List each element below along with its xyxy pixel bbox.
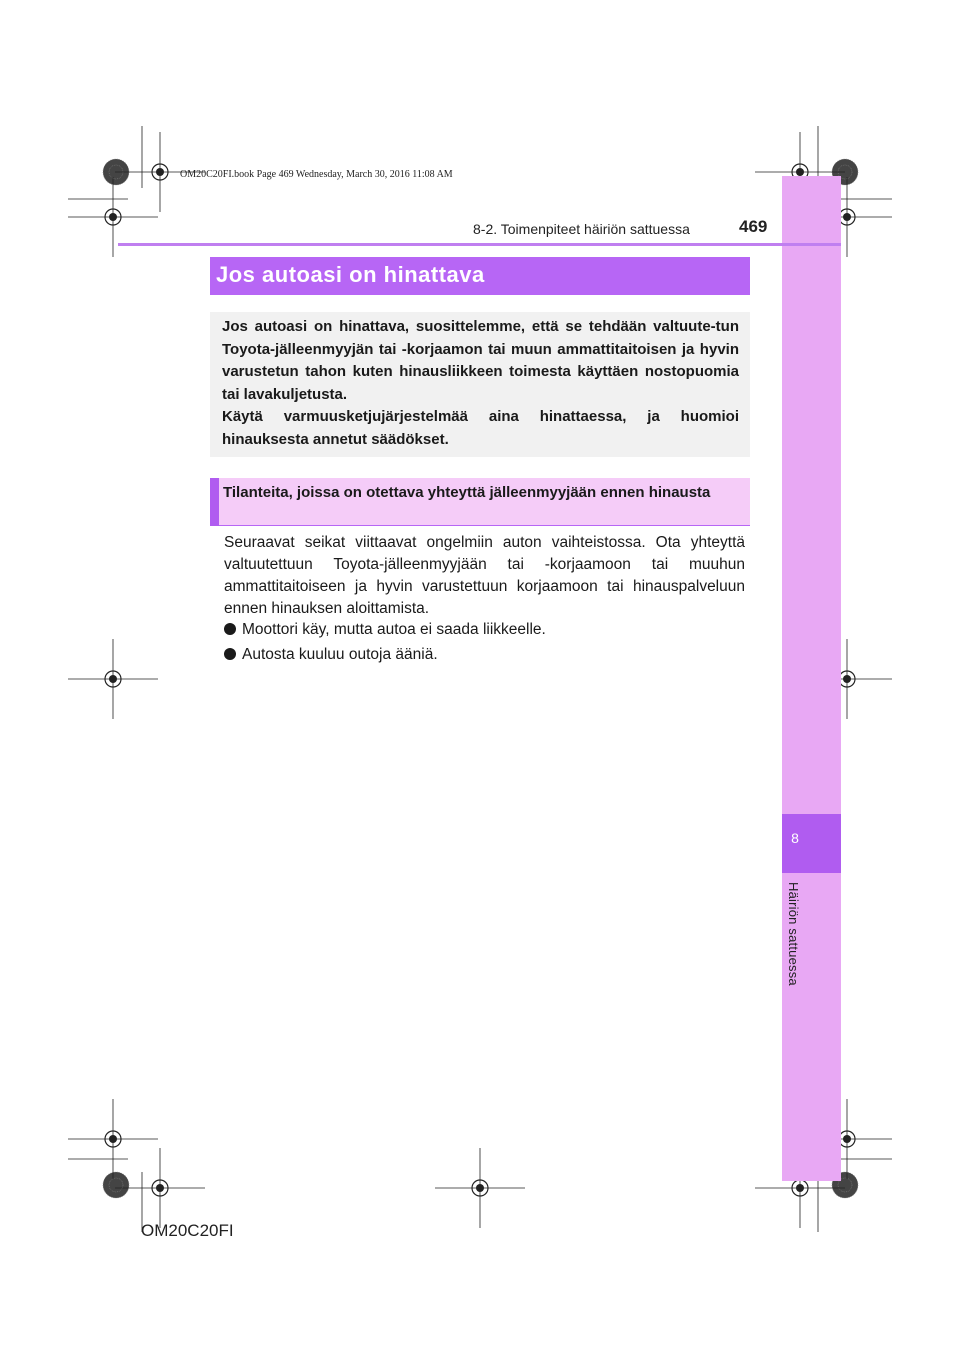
subheading: Tilanteita, joissa on otettava yhteyttä jälleenmyyjään ennen hinausta [223,484,711,501]
chapter-label: Häiriön sattuessa [786,882,801,986]
bullet-text: Moottori käy, mutta autoa ei saada liikkeelle. [242,621,546,638]
page-number: 469 [739,217,768,236]
subheading-accent [210,478,219,526]
side-tab-strip [782,176,841,1181]
page-title: Jos autoasi on hinattava [216,262,485,287]
intro-text [222,316,739,451]
book-info: OM20C20FI.book Page 469 Wednesday, March 30, 2016 11:08 AM [180,169,453,180]
body-paragraph: Seuraavat seikat viittaavat ongelmiin auton vaihteistossa. Ota yhteyttä valtuutettuun Toyota-jälleenmyyjään tai -korjaamoon tai muuhun ammattitaitoiseen ja hyvin varustettuun korjaamoon tai hinauspalveluun ennen hinauksen aloittamista. [224,534,745,617]
bullet-text: Autosta kuuluu outoja ääniä. [242,646,438,663]
footer-code: OM20C20FI [141,1221,234,1240]
intro-paragraph-2: Käytä varmuusketjujärjestelmää aina hinattaessa, ja huomioi hinauksesta annetut säädökset. [222,408,739,448]
header-rule [118,243,841,246]
intro-paragraph-1: Jos autoasi on hinattava, suosittelemme, että se tehdään valtuute-tun Toyota-jälleenmyyjän tai -korjaamon tai muun ammattitaitoisen ja hyvin varustetun tahon kuten hinausliikkeen toimesta käyttäen nostopuomia tai lavakuljetusta. [222,318,739,403]
bullet-dot-icon [224,648,236,660]
bullet-item-2 [224,646,438,664]
section-title: 8-2. Toimenpiteet häiriön sattuessa [473,221,690,237]
bullet-dot-icon [224,623,236,635]
chapter-number: 8 [791,830,799,846]
bullet-item-1 [224,621,546,639]
